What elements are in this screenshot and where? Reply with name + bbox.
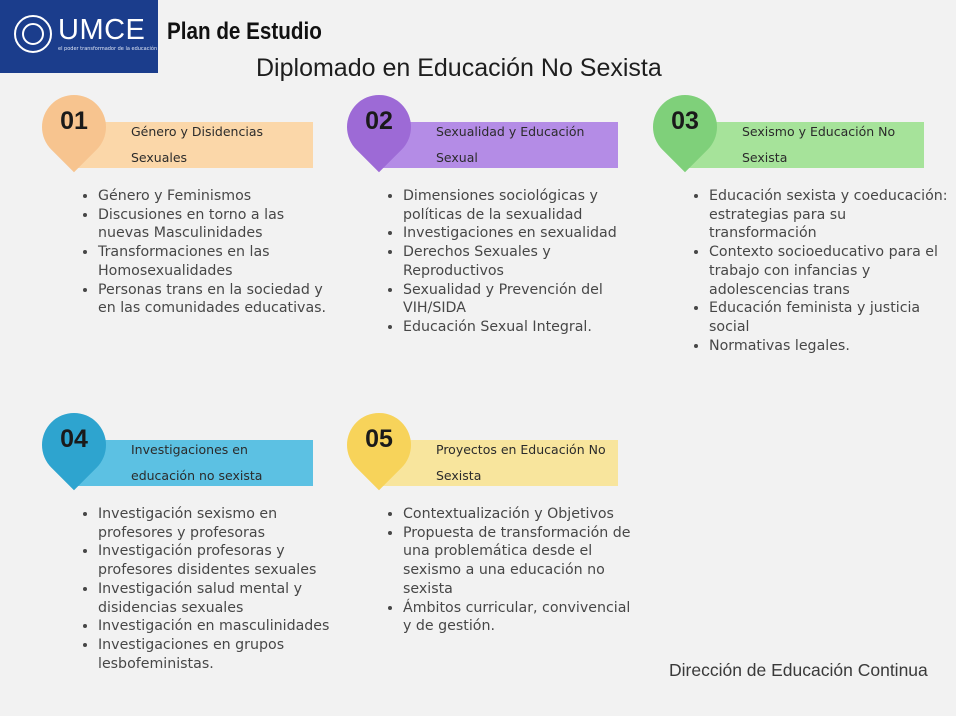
- list-item: • Investigación salud mental y disidencias sexuales: [98, 580, 338, 617]
- list-item: • Investigación profesoras y profesores disidentes sexuales: [98, 542, 338, 579]
- module-title: Investigaciones en educación no sexista: [131, 442, 263, 483]
- list-item: • Sexualidad y Prevención del VIH/SIDA: [403, 281, 643, 318]
- module-banner: [76, 122, 313, 168]
- module-banner: [687, 122, 924, 168]
- list-item: • Educación Sexual Integral.: [403, 318, 643, 337]
- list-item: • Ámbitos curricular, convivencial y de gestión.: [403, 599, 643, 636]
- module-topic-list: [691, 187, 949, 355]
- list-item: • Contextualización y Objetivos: [403, 505, 643, 524]
- list-item: • Educación feminista y justicia social: [709, 299, 949, 336]
- module-topic-list: [80, 505, 338, 673]
- list-item: • Derechos Sexuales y Reproductivos: [403, 243, 643, 280]
- list-item: • Investigación sexismo en profesores y profesoras: [98, 505, 338, 542]
- list-item: • Investigación en masculinidades: [98, 617, 338, 636]
- logo-tagline: el poder transformador de la educación: [58, 46, 158, 52]
- list-item: • Contexto socioeducativo para el trabajo con infancias y adolescencias trans: [709, 243, 949, 299]
- module-topic-list: [80, 187, 338, 318]
- list-item: • Educación sexista y coeducación: estrategias para su transformación: [709, 187, 949, 243]
- umce-logo: [0, 0, 158, 73]
- module-topic-list: [385, 505, 643, 636]
- list-item: • Discusiones en torno a las nuevas Masculinidades: [98, 206, 338, 243]
- list-item: • Investigaciones en sexualidad: [403, 224, 643, 243]
- module-banner: [381, 440, 618, 486]
- module-number: 04: [60, 425, 88, 453]
- plan-title: Plan de Estudio: [167, 18, 322, 45]
- module-number: 05: [365, 425, 393, 453]
- university-seal-icon: [14, 15, 52, 53]
- list-item: • Transformaciones en las Homosexualidades: [98, 243, 338, 280]
- module-number: 03: [671, 107, 699, 135]
- footer-text: Dirección de Educación Continua: [669, 660, 928, 680]
- module-title: Sexualidad y Educación Sexual: [436, 124, 585, 165]
- list-item: • Normativas legales.: [709, 337, 949, 356]
- module-banner: [381, 122, 618, 168]
- module-topic-list: [385, 187, 643, 337]
- list-item: • Investigaciones en grupos lesbofeministas.: [98, 636, 338, 673]
- logo-text: UMCE: [58, 14, 146, 46]
- module-number: 01: [60, 107, 88, 135]
- list-item: • Dimensiones sociológicas y políticas de la sexualidad: [403, 187, 643, 224]
- module-title: Género y Disidencias Sexuales: [131, 124, 263, 165]
- module-banner: [76, 440, 313, 486]
- list-item: • Propuesta de transformación de una problemática desde el sexismo a una educación no sexista: [403, 524, 643, 599]
- list-item: • Género y Feminismos: [98, 187, 338, 206]
- module-title: Sexismo y Educación No Sexista: [742, 124, 896, 165]
- main-title: Diplomado en Educación No Sexista: [256, 54, 662, 82]
- list-item: • Personas trans en la sociedad y en las comunidades educativas.: [98, 281, 338, 318]
- module-number: 02: [365, 107, 393, 135]
- module-title: Proyectos en Educación No Sexista: [436, 442, 606, 483]
